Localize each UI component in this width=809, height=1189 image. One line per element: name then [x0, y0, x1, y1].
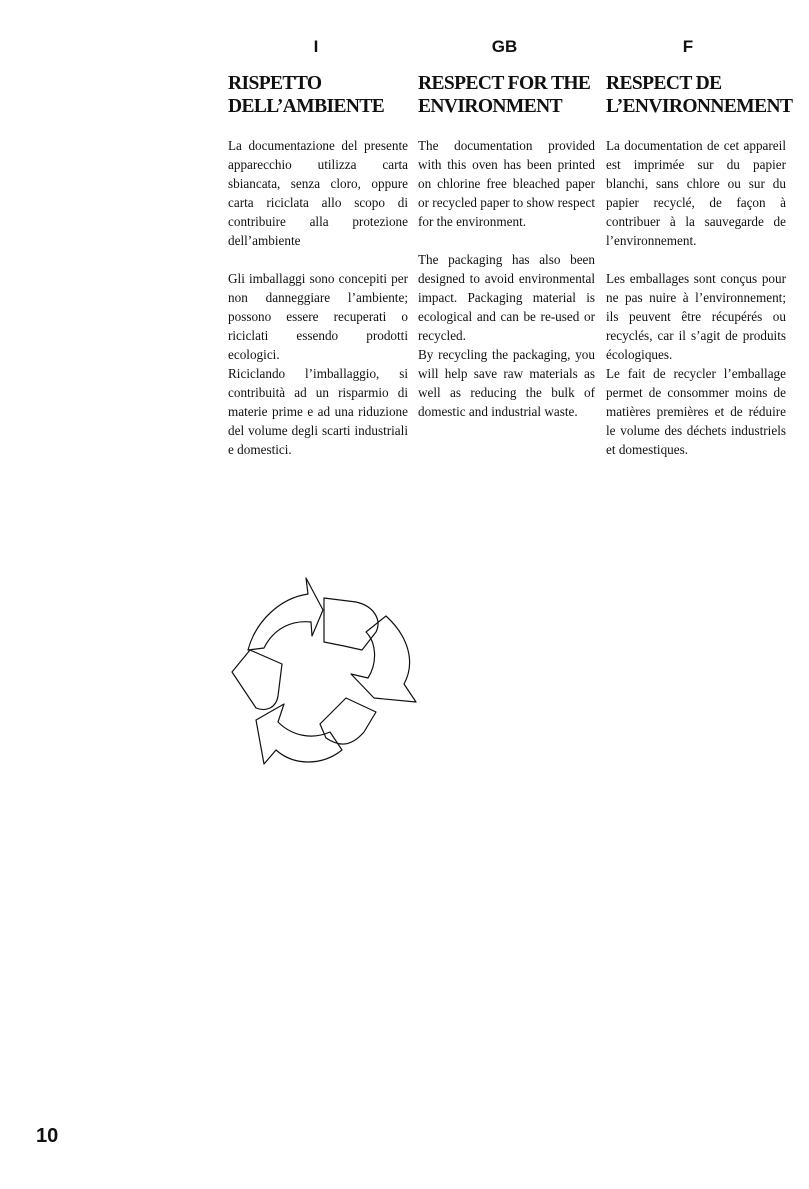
section-title-line-2: ENVIRONMENT: [418, 96, 562, 117]
column-english: [418, 36, 595, 421]
section-title: [606, 72, 793, 118]
section-title: [418, 72, 595, 118]
page-number: 10: [36, 1125, 59, 1147]
language-label: I: [313, 37, 319, 56]
paragraph-recycling: Le fait de recycler l’emballage permet de consommer moins de matières premières et de réduire le volume des déchets industriels et domestiques.: [606, 366, 786, 457]
column-french: [606, 36, 793, 459]
paragraph-packaging: Gli imballaggi sono concepiti per non danneggiare l’ambiente; possono essere recuperati o riciclati essendo prodotti ecologici.: [228, 271, 408, 362]
section-title-line-2: L’ENVIRONNEMENT: [606, 96, 793, 117]
section-title-line-1: RESPECT FOR THE: [418, 73, 591, 94]
language-label: F: [682, 37, 694, 56]
section-title-line-2: DELL’AMBIENTE: [228, 96, 385, 117]
paragraph-recycling: By recycling the packaging, you will help save raw materials as well as reducing the bulk of domestic and industrial waste.: [418, 347, 595, 419]
section-title: [228, 72, 408, 118]
column-italian: [228, 36, 408, 459]
paragraph-documentation: La documentazione del presente apparecchio utilizza carta sbiancata, senza cloro, oppure carta riciclata allo scopo di contribuire alla protezione dell’ambiente: [228, 138, 408, 248]
language-label: GB: [491, 37, 518, 56]
paragraph-documentation: La documentation de cet appareil est imprimée sur du papier blanchi, sans chlore ou sur du papier recyclé, de façon à contribuer à la sauvegarde de l’environnement.: [606, 138, 786, 248]
paragraph-packaging: Les emballages sont conçus pour ne pas nuire à l’environnement; ils peuvent être récupérés ou recyclés, car il s’agit de produits écologiques.: [606, 271, 786, 362]
paragraph-packaging: The packaging has also been designed to avoid environmental impact. Packaging material is ecological and can be re-used or recycled.: [418, 252, 595, 343]
recycle-icon: [226, 570, 421, 770]
section-title-line-1: RISPETTO: [228, 73, 322, 94]
paragraph-recycling: Riciclando l’imballaggio, si contribuità ad un risparmio di materie prime e ad una riduzione del volume degli scarti industriali e domestici.: [228, 366, 408, 457]
section-title-line-1: RESPECT DE: [606, 73, 722, 94]
paragraph-documentation: The documentation provided with this oven has been printed on chlorine free bleached paper or recycled paper to show respect for the environment.: [418, 138, 595, 229]
